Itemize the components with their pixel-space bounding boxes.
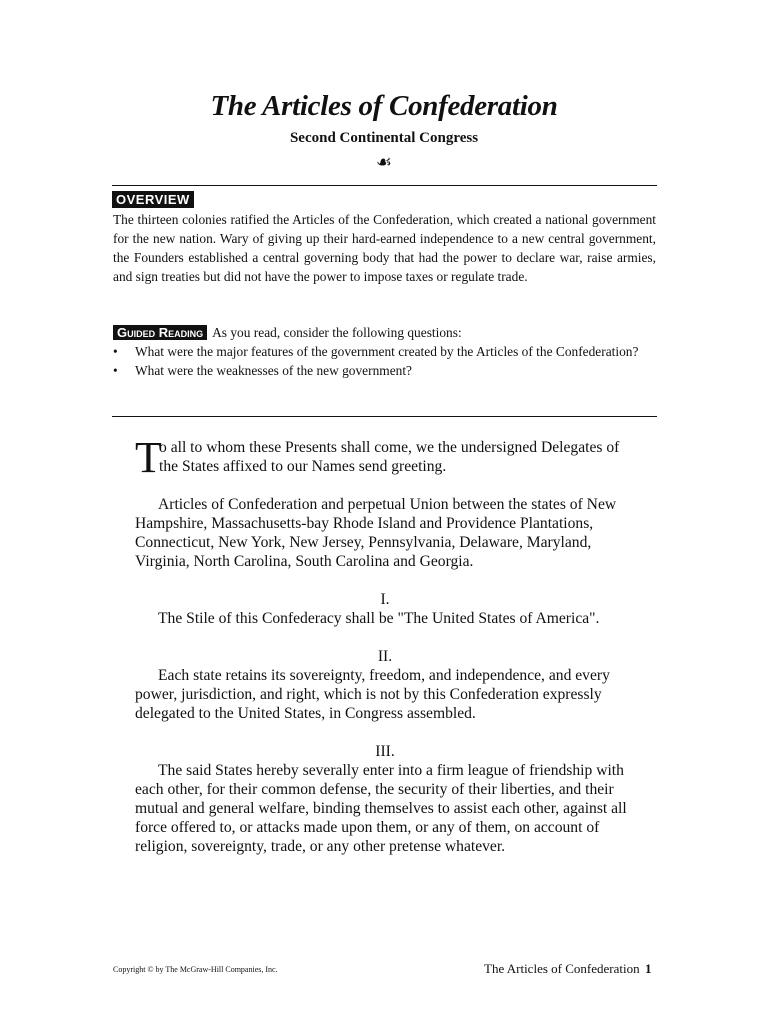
article-text: The Stile of this Confederacy shall be "The United States of America". [158, 610, 600, 627]
primary-source-text [135, 433, 635, 856]
guided-reading-label: Guided Reading [113, 325, 207, 340]
article-number: III. [375, 743, 395, 760]
list-item [113, 342, 653, 361]
article-number: II. [377, 648, 393, 665]
page-number: 1 [645, 961, 652, 976]
bottom-divider [112, 416, 657, 417]
opening-paragraph [135, 433, 635, 482]
article-text: The said States hereby severally enter into a firm league of friendship with each other, for their common defense, the security of their liberties, and their mutual and general welfare, binding themselves to assist each other, against all force offered to, or attacks made upon them, or any of them, on account of religion, sovereignty, trade, or any other pretense whatever. [135, 762, 627, 855]
page-title: The Articles of Confederation [210, 90, 558, 122]
top-divider [112, 185, 657, 186]
running-title: The Articles of Confederation [484, 961, 640, 976]
question-text: What were the major features of the government created by the Articles of the Confederation? [135, 344, 639, 359]
bullet-icon: • [113, 363, 118, 378]
overview-text: The thirteen colonies ratified the Articles of the Confederation, which created a national government for the new nation. Wary of giving up their hard-earned independence to a new central government, the Founders established a central governing body that had the power to declare war, raise armies, and sign treaties but did not have the power to impose taxes or regulate trade. [113, 212, 656, 284]
copyright-notice: Copyright © by The McGraw-Hill Companies, Inc. [113, 965, 278, 974]
article-number: I. [380, 591, 390, 608]
guided-reading-intro: As you read, consider the following questions: [212, 325, 462, 340]
preamble-paragraph: Articles of Confederation and perpetual Union between the states of New Hampshire, Massachusetts-bay Rhode Island and Providence Plantations, Connecticut, New York, New Jersey, Pennsylvania, Delaware, Maryland, Virginia, North Carolina, South Carolina and Georgia. [135, 496, 617, 570]
guided-reading-line [113, 323, 658, 342]
article-text: Each state retains its sovereignty, freedom, and independence, and every power, jurisdiction, and right, which is not by this Confederation expressly delegated to the United States, in Congress assembled. [135, 667, 610, 722]
opening-text: o all to whom these Presents shall come, we the undersigned Delegates of the States affixed to our Names send greeting. [159, 439, 620, 475]
page-subtitle: Second Continental Congress [289, 130, 479, 146]
bullet-icon: • [113, 344, 118, 359]
drop-cap: T [135, 433, 162, 482]
question-list [113, 342, 653, 380]
question-text: What were the weaknesses of the new government? [135, 363, 412, 378]
fleuron-icon: ☙ [375, 152, 393, 172]
list-item [113, 361, 653, 380]
overview-label: OVERVIEW [112, 191, 194, 208]
